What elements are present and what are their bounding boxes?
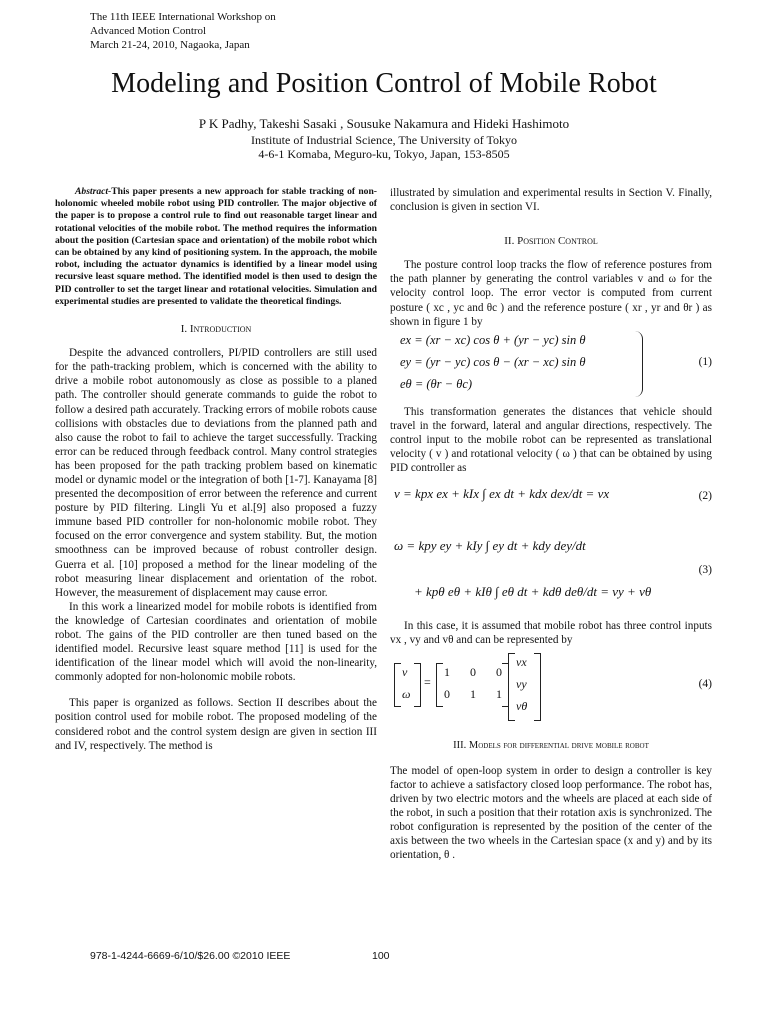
venue-line-1: The 11th IEEE International Workshop on xyxy=(90,11,276,23)
abstract-text: This paper presents a new approach for stable tracking of non-holonomic wheeled mobile robot using PID controller. The major objective of the paper is to propose a control rule to find out reasonable target linear and rotational velocities of the mobile robot. The method requires the information about the position (Cartesian space and orientation) of the mobile robot which can be obtained by any kind of positioning system. In the approach, the mobile robot, including the actuator dynamics is identified by a linear model using recursive least square method. The identified model is then used to design the PID controller to set the target linear and rotational velocities. Simulation and experimental studies are presented to validate the theoretical findings. xyxy=(55,186,377,307)
matrix-r1c3: 0 xyxy=(496,665,502,680)
matrix-r1c1: 1 xyxy=(444,665,450,680)
page-number: 100 xyxy=(372,950,390,962)
affiliation-line-2: 4-6-1 Komaba, Meguro-ku, Tokyo, Japan, 153-8505 xyxy=(258,147,510,161)
matrix-mid-bracket-open xyxy=(436,663,443,707)
equation-4-matrix xyxy=(390,653,712,723)
models-paragraph-1: The model of open-loop system in order to design a controller is key factor to achieve a satisfactory closed loop performance. The robot has, driven by two electric motors and the wheels are placed at each side of the robot, in such a position that their rotation axis is synchronized. The robot configuration is represented by the position of the center of the axis between the two wheels in the Cartesian space (x and y) and by its orientation, θ . xyxy=(390,764,712,862)
matrix-rhs-vtheta: vθ xyxy=(516,699,528,714)
equation-1-line-1: ex = (xr − xc) cos θ + (yr − yc) sin θ xyxy=(400,332,586,347)
left-column xyxy=(55,186,377,753)
affiliation xyxy=(0,133,768,161)
intro-paragraph-2: In this work a linearized model for mobile robots is identified from the knowledge of Cartesian coordinates and orientation of mobile robot. The gains of the PID controller are then tuned based on the identified model. Recursive least square method [11] is used for the identification of the linear model which will avoid the non-linearity, commonly adopted for non-holonomic mobile robots. xyxy=(55,600,377,684)
matrix-left-bracket-close xyxy=(414,663,421,707)
abstract-lead: Abstract- xyxy=(75,186,112,197)
position-paragraph-1: The posture control loop tracks the flow of reference postures from the path planner by generating the control variables v and ω for the velocity control loop. The error vector is computed from current posture ( xc , yc and θc ) and the reference posture ( xr , yr and θr ) as shown in figure 1 by xyxy=(390,259,712,328)
position-paragraph-3: In this case, it is assumed that mobile robot has three control inputs vx , vy and vθ and can be represented by xyxy=(390,620,712,647)
abstract xyxy=(55,186,377,308)
equation-1-number: (1) xyxy=(698,355,712,368)
equation-3-number: (3) xyxy=(698,564,712,577)
matrix-lhs-top: v xyxy=(402,665,408,680)
venue-line-3: March 21-24, 2010, Nagaoka, Japan xyxy=(90,39,250,51)
matrix-lhs-bottom: ω xyxy=(402,687,411,702)
right-column xyxy=(390,186,712,862)
author-list: P K Padhy, Takeshi Sasaki , Sousuke Nakamura and Hideki Hashimoto xyxy=(198,116,570,131)
equation-3-line-1: ω = kpy ey + kIy ∫ ey dt + kdy dey/dt xyxy=(394,538,586,554)
matrix-rhs-bracket-open xyxy=(508,653,515,721)
matrix-rhs-vx: vx xyxy=(516,655,527,670)
matrix-r1c2: 0 xyxy=(470,665,476,680)
position-paragraph-2: This transformation generates the distances that vehicle should travel in the forward, lateral and angular directions, respectively. The control input to the mobile robot can be represented as translational velocity ( v ) and rotational velocity ( ω ) that can be obtained by using PID controller as xyxy=(390,405,712,475)
matrix-r2c1: 0 xyxy=(444,687,450,702)
section-heading-models: III. Models for differential drive mobile robot xyxy=(453,740,649,752)
intro-paragraph-1: Despite the advanced controllers, PI/PID controllers are still used for the path-tracking problem, which is concerned with the ability to drive a mobile robot autonomously as close as possible to a planed path. The controller should generate commands to guide the robot to follow a desired path accurately. Tracking errors of mobile robots cause collisions with obstacles due to deviations from the planned path and also cause the robot to fail to achieve the target successfully. Tracking error can be reduced through feedback control. Many control strategies has been proposed for the path tracking problem based on kinematic model or dynamic model or the integration of both [1-7]. Kanayama [8] presented the decomposition of error between the reference and current posture by PID filtering. Lingli Yu et al.[9] also proposed a fuzzy immune based PID controller for non-holonomic mobile robot. They focused on the error convergence and system stability. But, the motion smoothness can be improved because of robust controller design. Guerra et al. [10] proposed a method for the linear modeling of the robot measuring linear displacement and orientation of the robot. However, the measurement of displacement may cause error. xyxy=(55,347,377,599)
venue-block xyxy=(90,10,276,52)
footer-copyright: 978-1-4244-6669-6/10/$26.00 ©2010 IEEE xyxy=(90,950,291,962)
equation-2-expression: v = kpx ex + kIx ∫ ex dt + kdx dex/dt = vx xyxy=(394,486,610,502)
matrix-r2c3: 1 xyxy=(496,687,502,702)
section-heading-introduction: I. Introduction xyxy=(180,323,252,336)
equation-1-brace xyxy=(634,331,643,397)
equation-3-line-2: + kpθ eθ + kIθ ∫ eθ dt + kdθ deθ/dt = vy + vθ xyxy=(414,584,652,600)
right-paragraph-continued: illustrated by simulation and experimental results in Section V. Finally, conclusion is given in section VI. xyxy=(390,187,712,214)
equation-2-number: (2) xyxy=(698,490,712,503)
venue-line-2: Advanced Motion Control xyxy=(90,25,207,37)
matrix-rhs-bracket-close xyxy=(534,653,541,721)
equation-1-line-2: ey = (yr − yc) cos θ − (xr − xc) sin θ xyxy=(400,354,586,369)
paper-title: Modeling and Position Control of Mobile Robot xyxy=(111,68,657,99)
equation-4-number: (4) xyxy=(698,678,712,691)
equals-sign: = xyxy=(424,675,431,690)
section-heading-position-control: II. Position Control xyxy=(504,235,598,248)
matrix-left-bracket-open xyxy=(394,663,401,707)
equation-1 xyxy=(390,331,712,401)
equation-2 xyxy=(390,475,712,527)
affiliation-line-1: Institute of Industrial Science, The University of Tokyo xyxy=(251,133,517,147)
equation-3 xyxy=(390,527,712,619)
matrix-r2c2: 1 xyxy=(470,687,476,702)
matrix-rhs-vy: vy xyxy=(516,677,527,692)
intro-paragraph-3: This paper is organized as follows. Section II describes about the position control used for mobile robot. The proposed modeling of the considered robot and the control system design are given in section III and IV, respectively. The method is xyxy=(55,697,377,752)
equation-1-line-3: eθ = (θr − θc) xyxy=(400,376,473,391)
